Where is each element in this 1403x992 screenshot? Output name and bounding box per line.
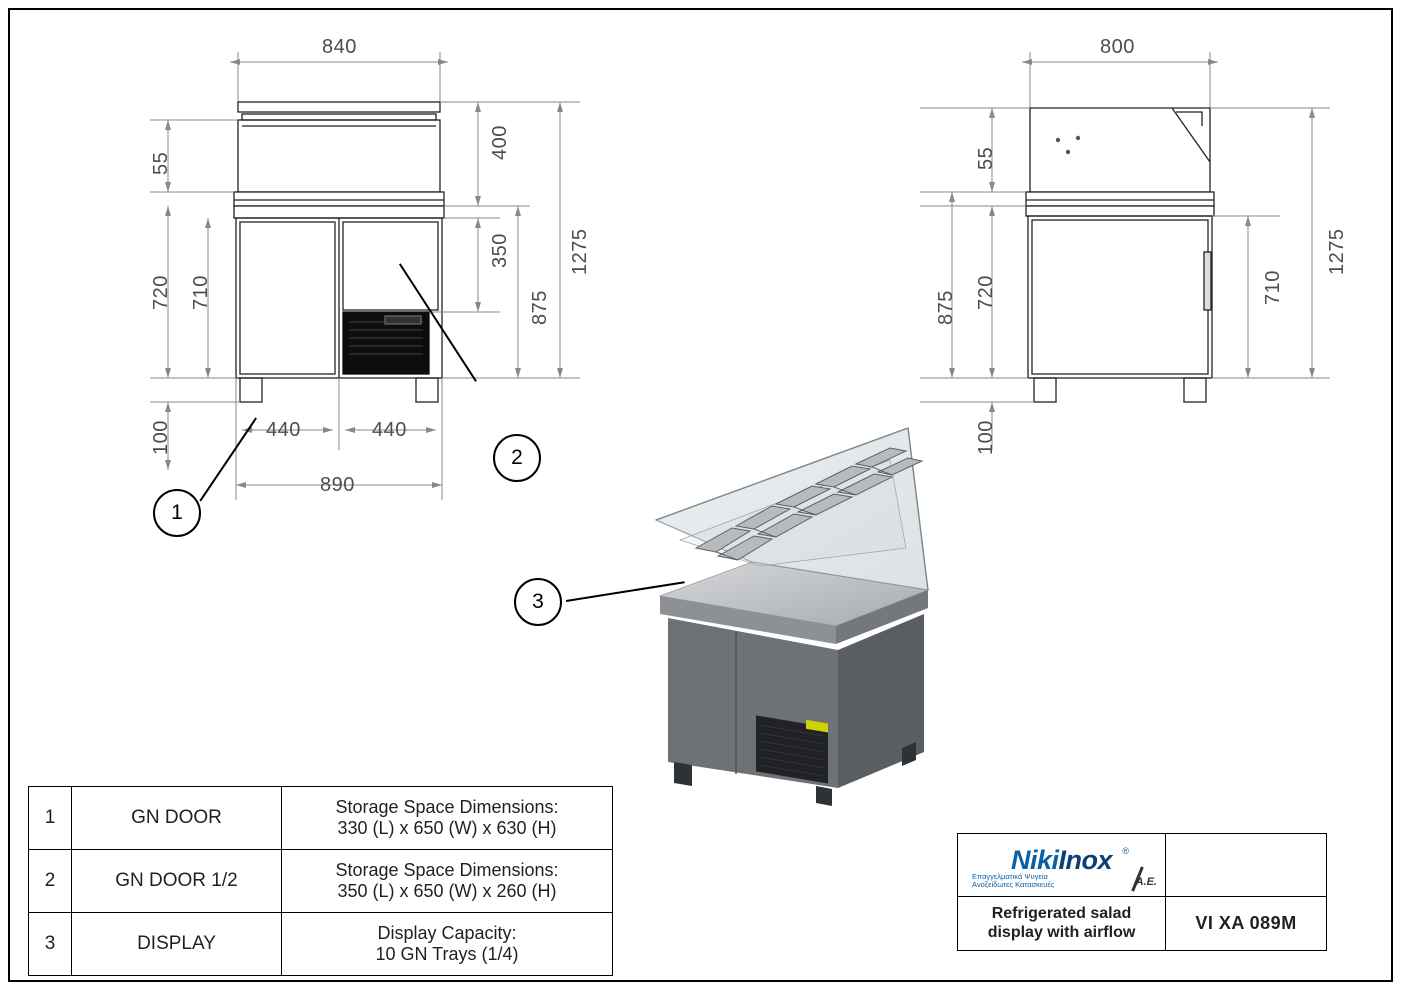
- dim-front-door-left: 440: [266, 419, 301, 441]
- dim-front-leg-height: 100: [150, 420, 172, 455]
- dim-front-cabinet-height: 720: [150, 275, 172, 310]
- bom-desc-line2: 10 GN Trays (1/4): [375, 944, 519, 964]
- bom-desc-line1: Storage Space Dimensions:: [335, 797, 559, 818]
- dim-front-display-height: 400: [489, 125, 511, 160]
- logo-subtitle-line1: Επαγγελματικά Ψυγεία: [972, 871, 1048, 881]
- bom-item-name: DISPLAY: [72, 913, 282, 976]
- logo-entity-type: A.E.: [1135, 876, 1157, 888]
- dim-front-glass-height: 55: [150, 151, 172, 175]
- balloon-1[interactable]: 1: [153, 489, 201, 537]
- bom-item-name: GN DOOR: [72, 787, 282, 850]
- dim-side-glass-height: 55: [975, 146, 997, 170]
- logo-subtitle-line2: Ανοξείδωτες Κατασκευές: [972, 880, 1055, 890]
- product-description: [958, 897, 1166, 950]
- bom-item-description: [282, 850, 613, 913]
- dim-front-lower-section: 350: [489, 233, 511, 268]
- bill-of-materials-table: [28, 786, 613, 976]
- table-row: [29, 913, 613, 976]
- dim-side-cabinet-height: 720: [975, 275, 997, 310]
- bom-desc-line2: 350 (L) x 650 (W) x 260 (H): [337, 881, 557, 901]
- bom-item-description: [282, 787, 613, 850]
- dim-side-door-height: 710: [1262, 270, 1284, 305]
- dim-front-total-height: 1275: [569, 228, 591, 275]
- bom-item-number: 1: [29, 787, 72, 850]
- company-logo: [958, 834, 1166, 896]
- table-row: [29, 850, 613, 913]
- bom-desc-line1: Display Capacity:: [377, 923, 517, 944]
- registered-trademark-icon: ®: [1122, 846, 1129, 856]
- dim-side-leg-height: 100: [975, 420, 997, 455]
- product-code: VI XA 089M: [1195, 913, 1297, 933]
- title-block-bottom-row: [958, 897, 1326, 950]
- side-view-drawing: [900, 30, 1350, 450]
- dim-front-mid-height: 875: [529, 290, 551, 325]
- dim-side-total-height: 1275: [1326, 228, 1348, 275]
- bom-desc-line1: Storage Space Dimensions:: [335, 860, 559, 881]
- dim-side-depth: 800: [1100, 36, 1135, 58]
- bom-item-description: [282, 913, 613, 976]
- product-description-line2: display with airflow: [987, 923, 1136, 941]
- dim-front-door-right: 440: [372, 419, 407, 441]
- isometric-view-drawing: [640, 400, 960, 820]
- product-description-line1: Refrigerated salad: [991, 905, 1132, 923]
- title-block-blank-cell: [1166, 834, 1326, 896]
- table-row: [29, 787, 613, 850]
- bom-desc-line2: 330 (L) x 650 (W) x 630 (H): [337, 818, 557, 838]
- logo-wordmark: [1010, 844, 1113, 875]
- logo-subtitle: [972, 873, 1054, 890]
- dim-front-top-width: 840: [322, 36, 357, 58]
- balloon-2[interactable]: 2: [493, 434, 541, 482]
- bom-item-number: 3: [29, 913, 72, 976]
- dim-side-mid-height: 875: [935, 290, 957, 325]
- dim-front-base-width: 890: [320, 474, 355, 496]
- bom-item-number: 2: [29, 850, 72, 913]
- logo-text-part1: Niki: [1010, 844, 1059, 875]
- title-block-top-row: [958, 834, 1326, 897]
- logo-text-part2: Inox: [1058, 844, 1113, 875]
- dim-front-door-height: 710: [190, 275, 212, 310]
- bom-item-name: GN DOOR 1/2: [72, 850, 282, 913]
- balloon-3[interactable]: 3: [514, 578, 562, 626]
- title-block: [957, 833, 1327, 951]
